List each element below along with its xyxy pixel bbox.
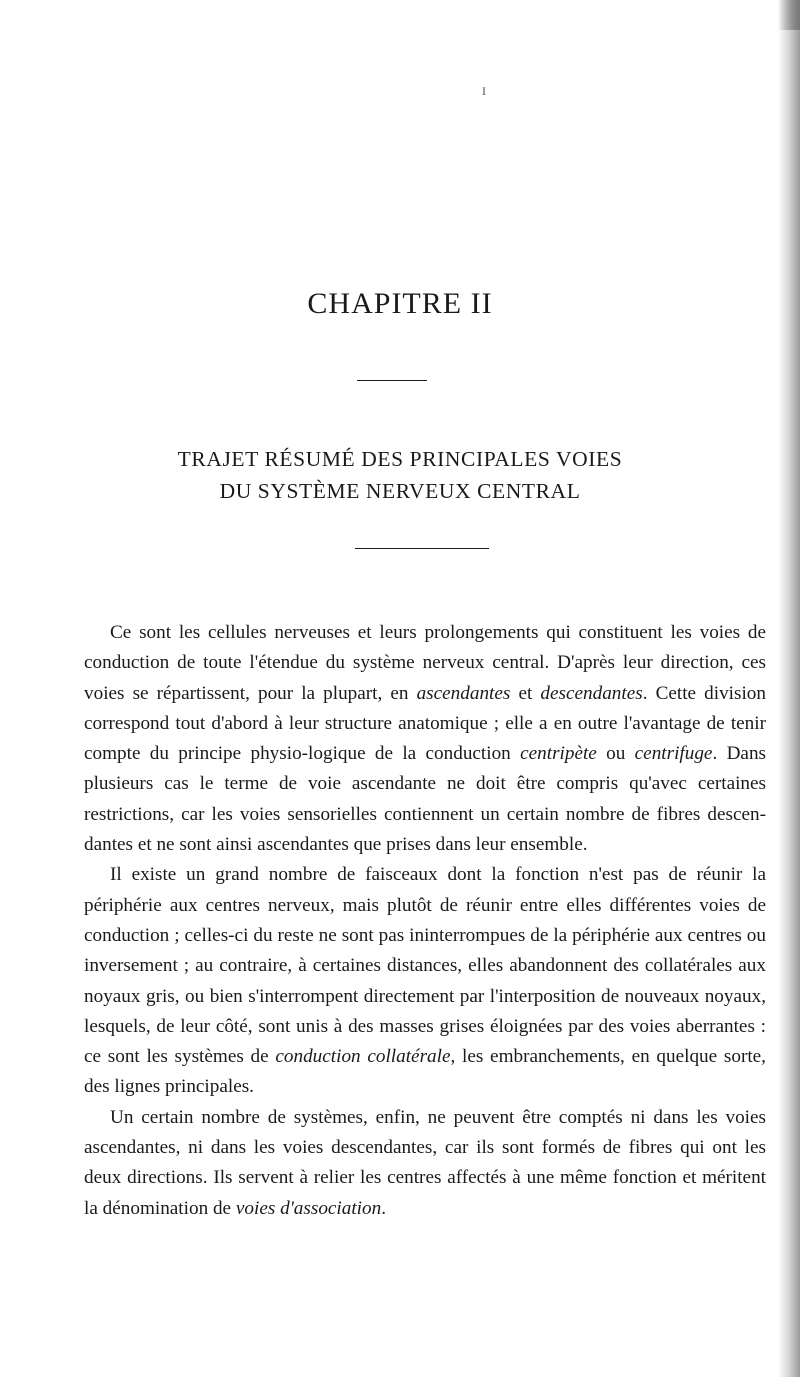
section-title-line-2: DU SYSTÈME NERVEUX CENTRAL — [219, 479, 581, 503]
paragraph-2-italic-a: conduction collatérale — [275, 1046, 451, 1068]
paragraph-1-text-b: et — [510, 682, 541, 704]
paragraph-3 — [84, 1103, 766, 1224]
paragraph-1-text-a: Ce sont les cellules nerveuses et leurs prolongements qui constituent les voies de conduction de toute l'étendue du système nerveux central. D'après leur direction, ces voies se répartissent, pour la plupart, en — [84, 622, 766, 704]
section-title-line-1: TRAJET RÉSUMÉ DES PRINCIPALES VOIES — [177, 447, 623, 471]
paragraph-1-italic-a: ascendantes — [416, 682, 511, 704]
paragraph-1-italic-c: centripète — [520, 743, 597, 765]
paragraph-1-italic-d: centrifuge — [634, 743, 713, 765]
paragraph-2-text-b: , les embranchements, en quelque sorte, des lignes principales. — [84, 1046, 766, 1098]
paragraph-1 — [84, 618, 766, 860]
scan-edge-shadow — [778, 0, 800, 1377]
paragraph-3-italic-a: voies d'association — [235, 1197, 382, 1219]
paragraph-3-text-a: Un certain nombre de systèmes, enfin, ne peuvent être comptés ni dans les voies ascendantes, ni dans les voies descendantes, car ils sont formés de fibres qui ont les deux directions. Ils servent à relier les centres affectés à une même fonction et méritent la dénomination de — [84, 1106, 766, 1219]
page-number-mark: I — [482, 84, 486, 98]
paragraph-2-text-a: Il existe un grand nombre de faisceaux dont la fonction n'est pas de réunir la périphérie aux centres nerveux, mais plutôt de réunir entre elles différentes voies de conduction ; celles-ci du reste ne sont pas ininterrompues de la périphérie aux centres ou inversement ; au contraire, à certaines distances, elles abandonnent des collatérales aux noyaux gris, ou bien s'interrompent directement par l'interposition de nouveaux noyaux, lesquels, de leur côté, sont unis à des masses grises éloignées par des voies aberrantes : ce sont les systèmes de — [84, 864, 766, 1068]
body-text — [84, 618, 766, 1224]
paragraph-1-italic-b: descendantes — [540, 682, 643, 704]
divider-rule-top — [357, 380, 427, 381]
paragraph-1-text-c: . Cette division correspond tout d'abord à leur structure anatomique ; elle a en outre l'avantage de tenir compte du principe physio-logique de la conduction — [84, 682, 766, 765]
chapter-heading: CHAPITRE II — [307, 287, 493, 320]
divider-rule-bottom — [355, 548, 489, 549]
paragraph-2 — [84, 860, 766, 1102]
paragraph-3-text-b: . — [381, 1197, 387, 1219]
scan-corner-shadow — [778, 0, 800, 30]
paragraph-1-text-d: ou — [596, 743, 635, 765]
paragraph-1-text-e: . Dans plusieurs cas le terme de voie ascendante ne doit être compris qu'avec certaines restrictions, car les voies sensorielles contiennent un certain nombre de fibres descen-dantes et ne sont ainsi ascendantes que prises dans leur ensemble. — [84, 743, 767, 856]
